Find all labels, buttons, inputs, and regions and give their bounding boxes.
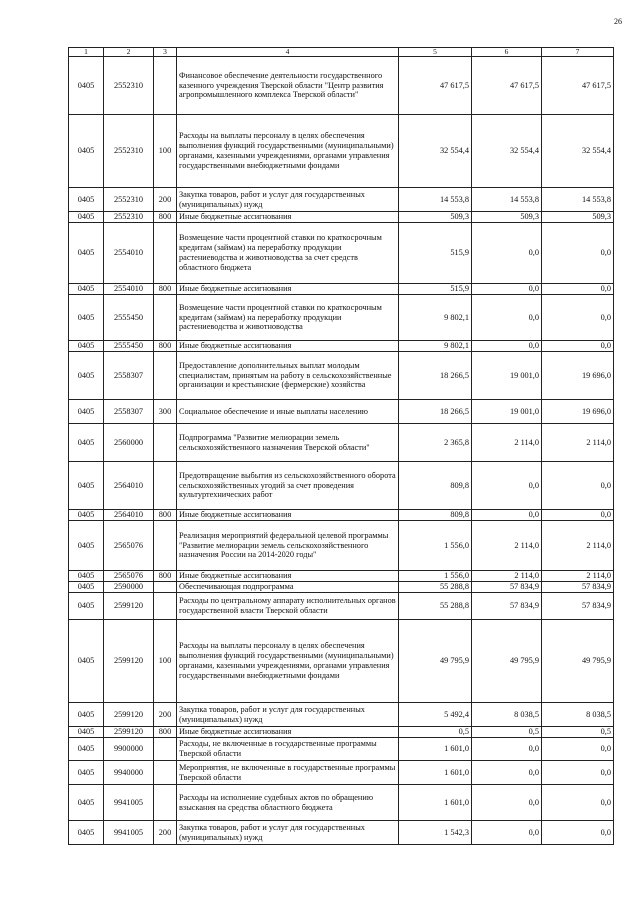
amount-cell: 1 601,0	[399, 785, 472, 821]
expense-type-cell: 800	[154, 284, 177, 295]
description-cell: Расходы на исполнение судебных актов по обращению взыскания на средства областного бюджета	[177, 785, 399, 821]
target-article-cell: 2565076	[104, 521, 154, 571]
section-code-cell: 0405	[69, 462, 104, 510]
section-code-cell: 0405	[69, 284, 104, 295]
amount-cell: 0,5	[472, 727, 542, 738]
amount-cell: 1 542,3	[399, 821, 472, 845]
expense-type-cell: 200	[154, 188, 177, 212]
column-number-header: 4	[177, 48, 399, 57]
target-article-cell: 2552310	[104, 212, 154, 223]
section-code-cell: 0405	[69, 400, 104, 424]
target-article-cell: 2564010	[104, 510, 154, 521]
section-code-cell: 0405	[69, 738, 104, 761]
description-cell: Подпрограмма "Развитие мелиорации земель сельскохозяйственного назначения Тверской области"	[177, 424, 399, 462]
target-article-cell: 9941005	[104, 821, 154, 845]
amount-cell: 49 795,9	[399, 620, 472, 703]
amount-cell: 1 601,0	[399, 761, 472, 785]
amount-cell: 14 553,8	[399, 188, 472, 212]
amount-cell: 19 696,0	[542, 352, 614, 400]
table-row	[69, 582, 614, 593]
section-code-cell: 0405	[69, 571, 104, 582]
amount-cell: 0,0	[472, 462, 542, 510]
amount-cell: 0,0	[472, 510, 542, 521]
description-cell: Расходы по центральному аппарату исполнительных органов государственной власти Тверской области	[177, 593, 399, 620]
table-row	[69, 593, 614, 620]
expense-type-cell: 100	[154, 115, 177, 188]
amount-cell: 509,3	[542, 212, 614, 223]
expense-type-cell	[154, 761, 177, 785]
table-row	[69, 821, 614, 845]
amount-cell: 2 365,8	[399, 424, 472, 462]
amount-cell: 49 795,9	[542, 620, 614, 703]
amount-cell: 0,0	[472, 223, 542, 284]
amount-cell: 32 554,4	[472, 115, 542, 188]
table-row	[69, 115, 614, 188]
table-row	[69, 521, 614, 571]
amount-cell: 57 834,9	[542, 582, 614, 593]
column-number-header: 1	[69, 48, 104, 57]
amount-cell: 0,0	[542, 462, 614, 510]
section-code-cell: 0405	[69, 341, 104, 352]
amount-cell: 8 038,5	[472, 703, 542, 727]
table-row	[69, 295, 614, 341]
expense-type-cell: 800	[154, 727, 177, 738]
amount-cell: 0,0	[472, 785, 542, 821]
amount-cell: 57 834,9	[472, 582, 542, 593]
section-code-cell: 0405	[69, 703, 104, 727]
section-code-cell: 0405	[69, 821, 104, 845]
description-cell: Иные бюджетные ассигнования	[177, 212, 399, 223]
expense-type-cell: 100	[154, 620, 177, 703]
section-code-cell: 0405	[69, 521, 104, 571]
amount-cell: 2 114,0	[472, 424, 542, 462]
target-article-cell: 2560000	[104, 424, 154, 462]
amount-cell: 2 114,0	[542, 521, 614, 571]
amount-cell: 9 802,1	[399, 341, 472, 352]
expense-type-cell: 800	[154, 510, 177, 521]
description-cell: Расходы, не включенные в государственные программы Тверской области	[177, 738, 399, 761]
expense-type-cell	[154, 738, 177, 761]
table-row	[69, 284, 614, 295]
amount-cell: 18 266,5	[399, 352, 472, 400]
section-code-cell: 0405	[69, 212, 104, 223]
section-code-cell: 0405	[69, 510, 104, 521]
target-article-cell: 2554010	[104, 284, 154, 295]
target-article-cell: 2599120	[104, 620, 154, 703]
column-number-row	[69, 48, 614, 57]
expense-type-cell: 800	[154, 341, 177, 352]
amount-cell: 19 001,0	[472, 352, 542, 400]
description-cell: Иные бюджетные ассигнования	[177, 341, 399, 352]
section-code-cell: 0405	[69, 57, 104, 115]
section-code-cell: 0405	[69, 295, 104, 341]
amount-cell: 0,0	[472, 821, 542, 845]
amount-cell: 0,0	[542, 295, 614, 341]
table-row	[69, 620, 614, 703]
amount-cell: 1 601,0	[399, 738, 472, 761]
column-number-header: 3	[154, 48, 177, 57]
target-article-cell: 2552310	[104, 188, 154, 212]
target-article-cell: 9940000	[104, 761, 154, 785]
description-cell: Иные бюджетные ассигнования	[177, 727, 399, 738]
section-code-cell: 0405	[69, 727, 104, 738]
description-cell: Закупка товаров, работ и услуг для государственных (муниципальных) нужд	[177, 821, 399, 845]
target-article-cell: 2565076	[104, 571, 154, 582]
table-row	[69, 400, 614, 424]
description-cell: Расходы на выплаты персоналу в целях обеспечения выполнения функций государственными (муниципальными) органами, казенными учреждениями, органами управления государственными внебюджетными фондами	[177, 115, 399, 188]
description-cell: Возмещение части процентной ставки по краткосрочным кредитам (займам) на переработку продукции растениеводства и животноводства за счет средств областного бюджета	[177, 223, 399, 284]
expense-type-cell	[154, 295, 177, 341]
amount-cell: 2 114,0	[472, 521, 542, 571]
description-cell: Закупка товаров, работ и услуг для государственных (муниципальных) нужд	[177, 188, 399, 212]
expense-type-cell: 800	[154, 571, 177, 582]
expense-type-cell	[154, 57, 177, 115]
amount-cell: 14 553,8	[542, 188, 614, 212]
description-cell: Иные бюджетные ассигнования	[177, 284, 399, 295]
amount-cell: 509,3	[472, 212, 542, 223]
amount-cell: 0,0	[472, 761, 542, 785]
table-row	[69, 510, 614, 521]
amount-cell: 55 288,8	[399, 593, 472, 620]
table-row	[69, 703, 614, 727]
description-cell: Реализация мероприятий федеральной целевой программы "Развитие мелиорации земель сельскохозяйственного назначения России на 2014-2020 годы"	[177, 521, 399, 571]
amount-cell: 0,0	[542, 341, 614, 352]
amount-cell: 0,0	[542, 284, 614, 295]
budget-table	[68, 47, 614, 845]
amount-cell: 8 038,5	[542, 703, 614, 727]
amount-cell: 509,3	[399, 212, 472, 223]
table-row	[69, 188, 614, 212]
target-article-cell: 2590000	[104, 582, 154, 593]
column-number-header: 6	[472, 48, 542, 57]
expense-type-cell	[154, 785, 177, 821]
description-cell: Социальное обеспечение и иные выплаты населению	[177, 400, 399, 424]
amount-cell: 2 114,0	[472, 571, 542, 582]
section-code-cell: 0405	[69, 761, 104, 785]
amount-cell: 19 696,0	[542, 400, 614, 424]
description-cell: Предотвращение выбытия из сельскохозяйственного оборота сельскохозяйственных угодий за счет проведения культуртехнических работ	[177, 462, 399, 510]
description-cell: Закупка товаров, работ и услуг для государственных (муниципальных) нужд	[177, 703, 399, 727]
amount-cell: 18 266,5	[399, 400, 472, 424]
expense-type-cell	[154, 352, 177, 400]
column-number-header: 5	[399, 48, 472, 57]
expense-type-cell: 200	[154, 821, 177, 845]
table-row	[69, 341, 614, 352]
expense-type-cell	[154, 593, 177, 620]
amount-cell: 47 617,5	[399, 57, 472, 115]
target-article-cell: 2558307	[104, 352, 154, 400]
table-row	[69, 727, 614, 738]
table-row	[69, 571, 614, 582]
amount-cell: 32 554,4	[542, 115, 614, 188]
amount-cell: 9 802,1	[399, 295, 472, 341]
amount-cell: 515,9	[399, 223, 472, 284]
section-code-cell: 0405	[69, 223, 104, 284]
amount-cell: 49 795,9	[472, 620, 542, 703]
table-row	[69, 761, 614, 785]
section-code-cell: 0405	[69, 115, 104, 188]
amount-cell: 57 834,9	[472, 593, 542, 620]
amount-cell: 14 553,8	[472, 188, 542, 212]
page-number: 26	[614, 17, 622, 26]
amount-cell: 0,0	[472, 341, 542, 352]
column-number-header: 7	[542, 48, 614, 57]
section-code-cell: 0405	[69, 188, 104, 212]
section-code-cell: 0405	[69, 593, 104, 620]
section-code-cell: 0405	[69, 424, 104, 462]
table-row	[69, 57, 614, 115]
amount-cell: 0,5	[542, 727, 614, 738]
section-code-cell: 0405	[69, 582, 104, 593]
table-row	[69, 424, 614, 462]
description-cell: Предоставление дополнительных выплат молодым специалистам, принятым на работу в сельскохозяйственные организации и крестьянские (фермерские) хозяйства	[177, 352, 399, 400]
amount-cell: 1 556,0	[399, 571, 472, 582]
target-article-cell: 2564010	[104, 462, 154, 510]
amount-cell: 47 617,5	[542, 57, 614, 115]
target-article-cell: 2552310	[104, 57, 154, 115]
target-article-cell: 2555450	[104, 341, 154, 352]
expense-type-cell	[154, 582, 177, 593]
description-cell: Обеспечивающая подпрограмма	[177, 582, 399, 593]
target-article-cell: 2599120	[104, 727, 154, 738]
table-row	[69, 352, 614, 400]
amount-cell: 0,0	[472, 738, 542, 761]
amount-cell: 1 556,0	[399, 521, 472, 571]
table-row	[69, 462, 614, 510]
amount-cell: 0,0	[542, 738, 614, 761]
section-code-cell: 0405	[69, 352, 104, 400]
target-article-cell: 2552310	[104, 115, 154, 188]
expense-type-cell	[154, 223, 177, 284]
table-row	[69, 212, 614, 223]
expense-type-cell	[154, 462, 177, 510]
amount-cell: 19 001,0	[472, 400, 542, 424]
amount-cell: 809,8	[399, 462, 472, 510]
amount-cell: 0,0	[542, 821, 614, 845]
amount-cell: 0,0	[472, 284, 542, 295]
column-number-header: 2	[104, 48, 154, 57]
target-article-cell: 2554010	[104, 223, 154, 284]
amount-cell: 57 834,9	[542, 593, 614, 620]
target-article-cell: 9941005	[104, 785, 154, 821]
target-article-cell: 2599120	[104, 703, 154, 727]
amount-cell: 5 492,4	[399, 703, 472, 727]
expense-type-cell: 300	[154, 400, 177, 424]
table-row	[69, 223, 614, 284]
target-article-cell: 2555450	[104, 295, 154, 341]
description-cell: Иные бюджетные ассигнования	[177, 571, 399, 582]
amount-cell: 0,5	[399, 727, 472, 738]
amount-cell: 0,0	[542, 761, 614, 785]
amount-cell: 809,8	[399, 510, 472, 521]
description-cell: Финансовое обеспечение деятельности государственного казенного учреждения Тверской области "Центр развития агропромышленного комплекса Тверской области"	[177, 57, 399, 115]
section-code-cell: 0405	[69, 620, 104, 703]
expense-type-cell	[154, 424, 177, 462]
table-row	[69, 738, 614, 761]
amount-cell: 55 288,8	[399, 582, 472, 593]
amount-cell: 0,0	[542, 510, 614, 521]
description-cell: Мероприятия, не включенные в государственные программы Тверской области	[177, 761, 399, 785]
amount-cell: 0,0	[472, 295, 542, 341]
section-code-cell: 0405	[69, 785, 104, 821]
target-article-cell: 9900000	[104, 738, 154, 761]
expense-type-cell	[154, 521, 177, 571]
amount-cell: 2 114,0	[542, 571, 614, 582]
amount-cell: 47 617,5	[472, 57, 542, 115]
amount-cell: 0,0	[542, 785, 614, 821]
table-row	[69, 785, 614, 821]
amount-cell: 32 554,4	[399, 115, 472, 188]
target-article-cell: 2599120	[104, 593, 154, 620]
expense-type-cell: 200	[154, 703, 177, 727]
description-cell: Иные бюджетные ассигнования	[177, 510, 399, 521]
amount-cell: 2 114,0	[542, 424, 614, 462]
amount-cell: 0,0	[542, 223, 614, 284]
target-article-cell: 2558307	[104, 400, 154, 424]
description-cell: Расходы на выплаты персоналу в целях обеспечения выполнения функций государственными (муниципальными) органами, казенными учреждениями, органами управления государственными внебюджетными фондами	[177, 620, 399, 703]
expense-type-cell: 800	[154, 212, 177, 223]
description-cell: Возмещение части процентной ставки по краткосрочным кредитам (займам) на переработку продукции растениеводства и животноводства	[177, 295, 399, 341]
amount-cell: 515,9	[399, 284, 472, 295]
